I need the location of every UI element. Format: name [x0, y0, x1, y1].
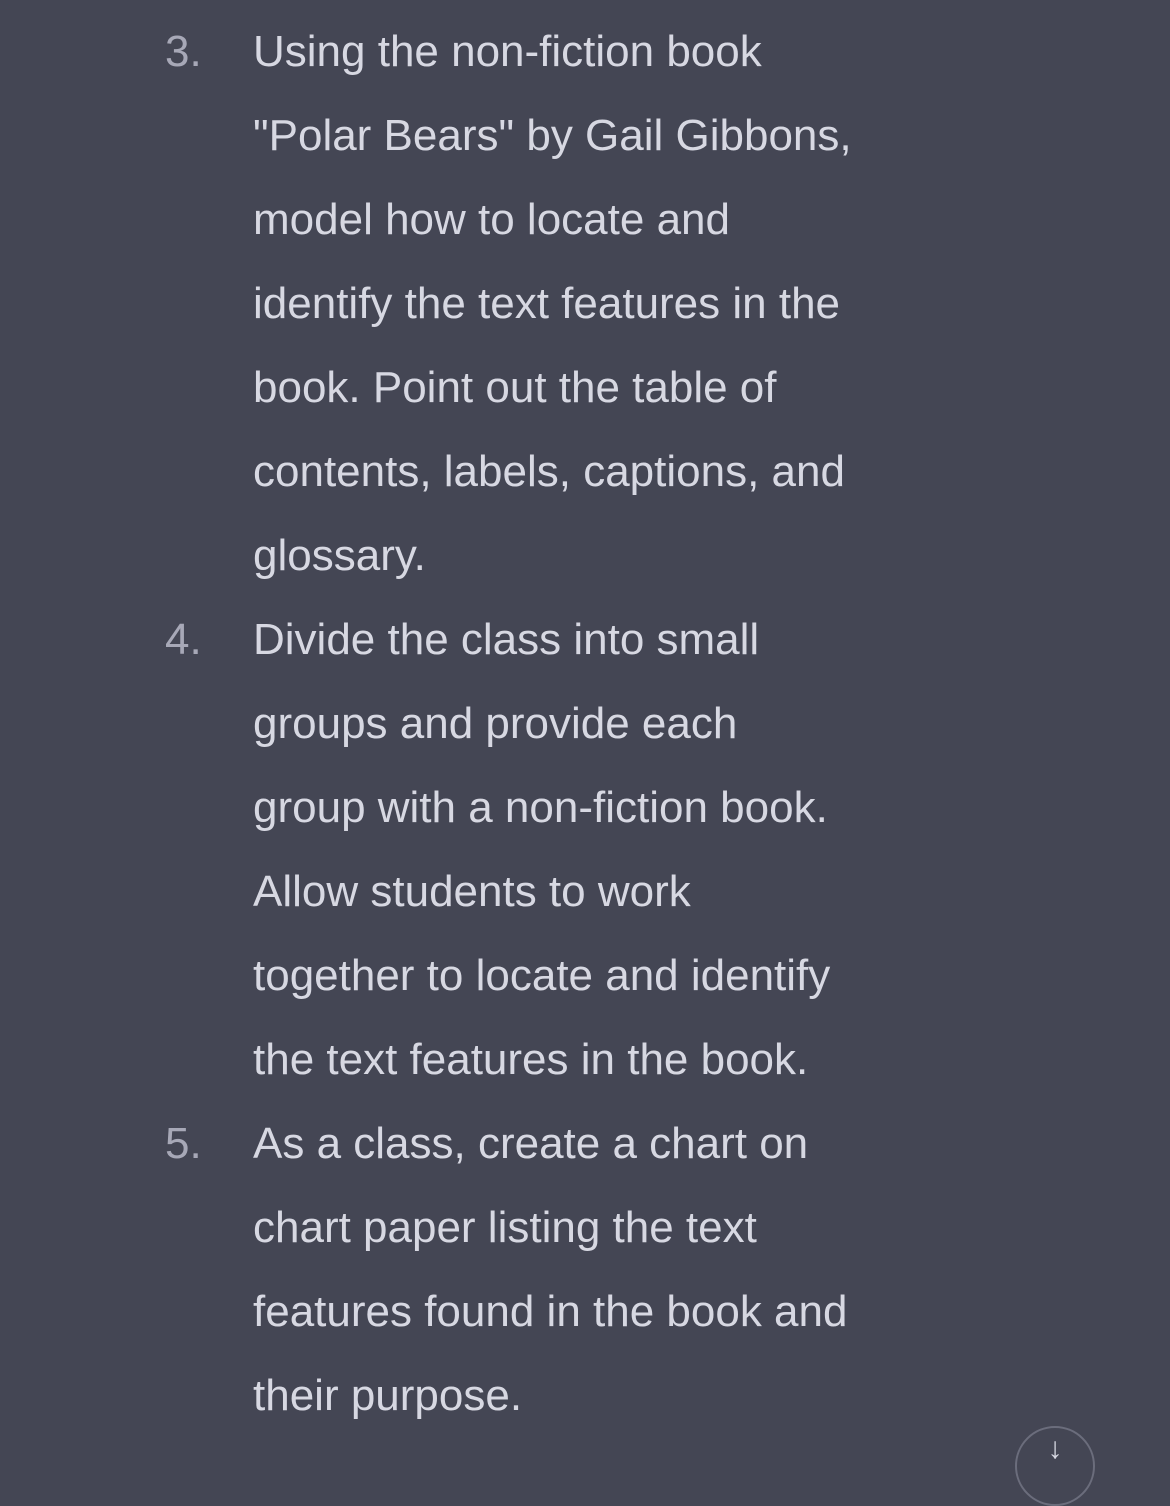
step-number: 5.	[165, 1119, 202, 1168]
step-number: 4.	[165, 615, 202, 664]
step-number: 3.	[165, 27, 202, 76]
numbered-step-list	[0, 10, 1170, 1438]
list-item-step-3	[0, 10, 1170, 598]
step-text: Using the non-fiction book "Polar Bears" by Gail Gibbons, model how to locate and identify the text features in the book. Point out the table of contents, labels, captions, and glossary.	[253, 27, 852, 580]
scroll-to-bottom-button[interactable]	[1015, 1426, 1095, 1506]
list-item-step-4	[0, 598, 1170, 1102]
list-item-step-5	[0, 1102, 1170, 1438]
step-text: Divide the class into small groups and provide each group with a non-fiction book. Allow students to work together to locate and identify the text features in the book.	[253, 615, 831, 1084]
arrow-down-icon: ↓	[1047, 1432, 1063, 1465]
step-text: As a class, create a chart on chart paper listing the text features found in the book and their purpose.	[253, 1119, 848, 1420]
